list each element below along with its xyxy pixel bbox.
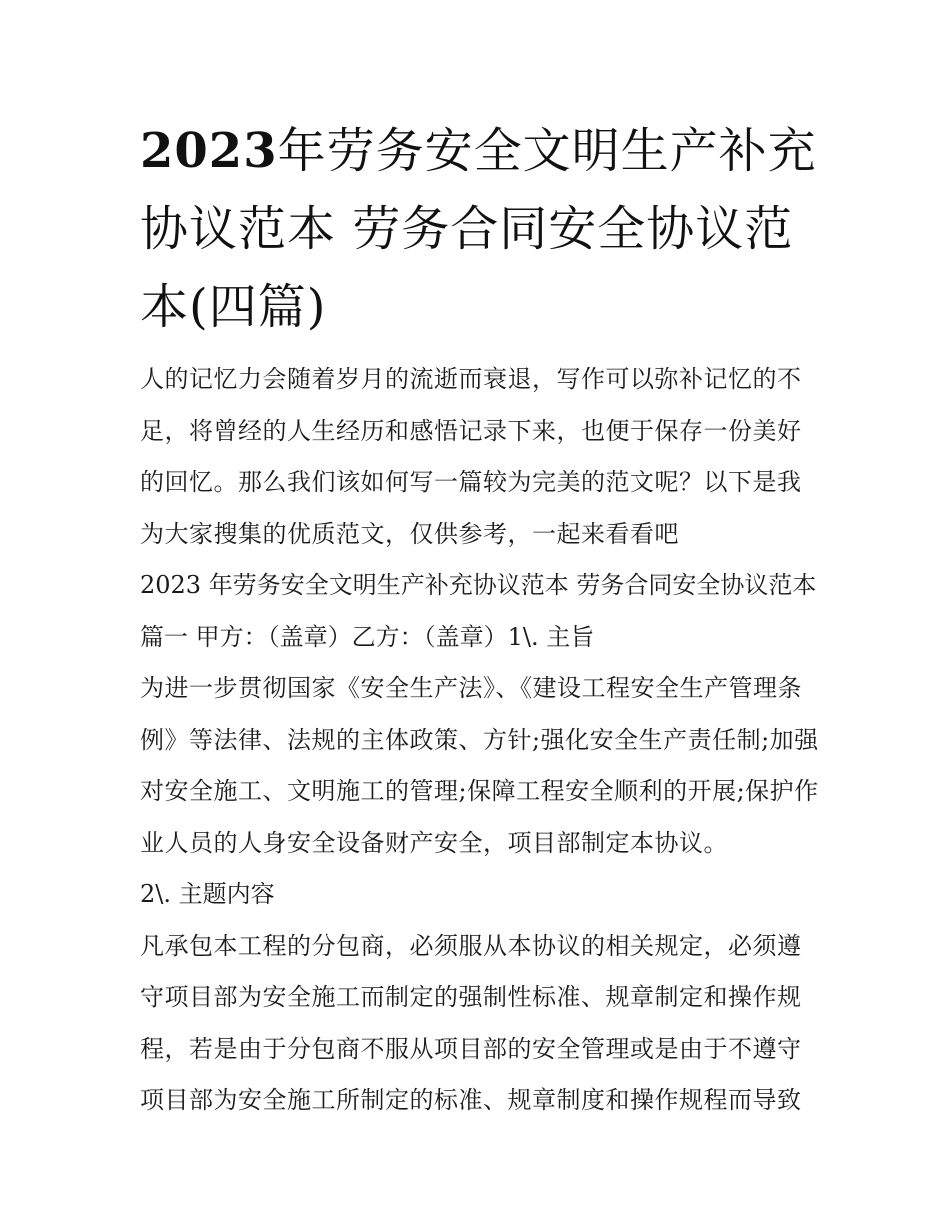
title-year: 2023 bbox=[140, 123, 278, 179]
article-heading: 2023 年劳务安全文明生产补充协议范本 劳务合同安全协议范本篇一 甲方：（盖章）乙方：（盖章）1\. 主旨 bbox=[140, 571, 817, 651]
section-1-body: 为进一步贯彻国家《安全生产法》、《建设工程安全生产管理条例》等法律、法规的主体政策、方针;强化安全生产责任制;加强对安全施工、文明施工的管理;保障工程安全顺利的开展;保护作业人员的人身安全设备财产安全，项目部制定本协议。 bbox=[140, 674, 819, 857]
title-text: 年劳务安全文明生产补充协议范本 劳务合同安全协议范本(四篇) bbox=[140, 123, 817, 335]
document-title bbox=[140, 112, 820, 346]
section-2-body: 凡承包本工程的分包商，必须服从本协议的相关规定，必须遵守项目部为安全施工而制定的强制性标准、规章制定和操作规程，若是由于分包商不服从项目部的安全管理或是由于不遵守项目部为安全施工所制定的标准、规章制度和操作规程而导致 bbox=[140, 931, 802, 1114]
intro-paragraph: 人的记忆力会随着岁月的流逝而衰退，写作可以弥补记忆的不足，将曾经的人生经历和感悟记录下来，也便于保存一份美好的回忆。那么我们该如何写一篇较为完美的范文呢？以下是我为大家搜集的优质范文，仅供参考，一起来看看吧 bbox=[140, 365, 802, 548]
document-content bbox=[140, 112, 820, 1127]
section-2-heading: 2\. 主题内容 bbox=[140, 880, 275, 908]
